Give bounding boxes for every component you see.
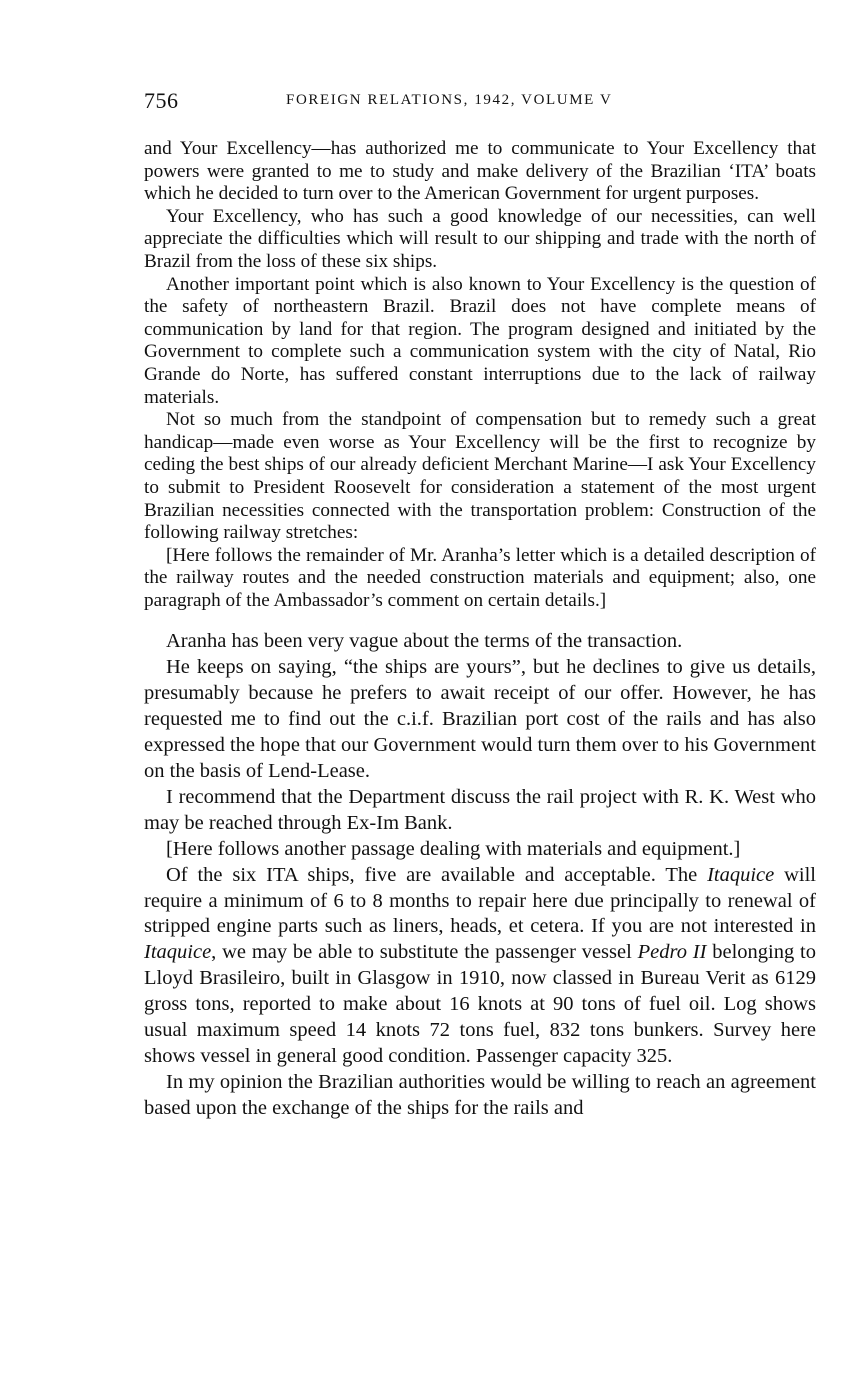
text-run: belonging to Lloyd Brasileiro, built in Glasgow in 1910, now classed in Bureau Verit as 6129 gross tons, reported to make about 16 knots at 90 tons of fuel oil. Log shows usual maximum speed 14 knots 72 tons fuel, 832 tons bunkers. Survey here shows vessel in general good condition. Passenger capacity 325. <box>144 941 816 1067</box>
running-head <box>144 88 816 118</box>
quote-paragraph: Your Excellency, who has such a good knowledge of our necessities, can well appreciate the difficulties which will result to our shipping and trade with the north of Brazil from the loss of these six ships. <box>144 205 816 272</box>
body-paragraph: He keeps on saying, “the ships are yours”, but he declines to give us details, presumably because he prefers to await receipt of our offer. However, he has requested me to find out the c.i.f. Brazilian port cost of the rails and has also expressed the hope that our Government would turn them over to his Government on the basis of Lend-Lease. <box>144 656 816 782</box>
document-page <box>144 88 816 1122</box>
quote-paragraph: and Your Excellency—has authorized me to communicate to Your Excellency that powers were granted to me to study and make delivery of the Brazilian ‘ITA’ boats which he decided to turn over to the American Government for urgent purposes. <box>144 138 816 205</box>
body-paragraph-ships <box>144 863 816 1070</box>
quote-paragraph: Not so much from the standpoint of compensation but to remedy such a great handicap—made even worse as Your Excellency will be the first to recognize by ceding the best ships of our already deficient Merchant Marine—I ask Your Excellency to submit to President Roosevelt for consideration a statement of the most urgent Brazilian necessities connected with the transportation problem: Construction of the following railway stretches: <box>144 409 816 544</box>
ship-name: Itaquice <box>144 941 212 964</box>
body-paragraph: I recommend that the Department discuss the rail project with R. K. West who may be reached through Ex-Im Bank. <box>144 785 816 834</box>
editorial-note: [Here follows the remainder of Mr. Aranha’s letter which is a detailed description of the railway routes and the needed construction materials and equipment; also, one paragraph of the Ambassador’s comment on certain details.] <box>144 544 816 611</box>
text-run: will require a minimum of 6 to 8 months to repair here due principally to renewal of stripped engine parts such as liners, heads, et cetera. If you are not interested in <box>144 863 816 938</box>
text-run: , we may be able to substitute the passenger vessel <box>211 941 638 964</box>
body-paragraph: Aranha has been very vague about the terms of the transaction. <box>166 630 683 653</box>
body-paragraph: In my opinion the Brazilian authorities would be willing to reach an agreement based upon the exchange of the ships for the rails and <box>144 1070 816 1119</box>
quote-paragraph: Another important point which is also known to Your Excellency is the question of the safety of northeastern Brazil. Brazil does not have complete means of communication by land for that region. The program designed and initiated by the Government to complete such a communication system with the city of Natal, Rio Grande do Norte, has suffered constant interruptions due to the lack of railway materials. <box>144 273 816 408</box>
running-title: FOREIGN RELATIONS, 1942, VOLUME V <box>286 92 613 108</box>
editorial-note: [Here follows another passage dealing with materials and equipment.] <box>166 837 741 860</box>
quoted-letter <box>144 138 816 612</box>
page-number: 756 <box>144 88 179 113</box>
telegram-body <box>144 629 816 1121</box>
text-run: Of the six ITA ships, five are available and acceptable. The <box>166 863 708 886</box>
ship-name: Pedro II <box>637 941 707 964</box>
ship-name: Itaquice <box>707 863 775 886</box>
